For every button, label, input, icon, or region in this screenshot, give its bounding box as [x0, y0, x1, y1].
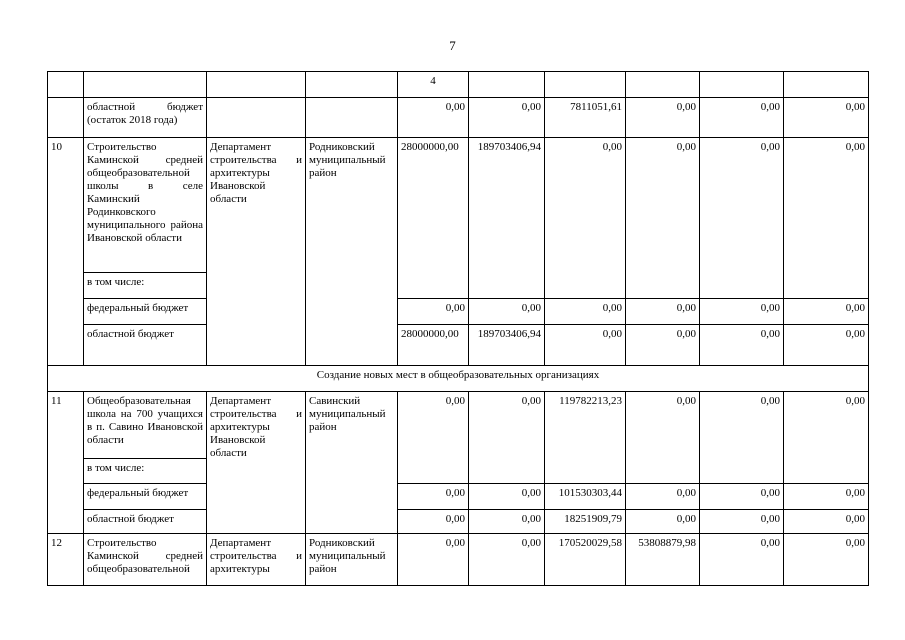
- cell-empty: [207, 98, 306, 138]
- value-cell: 119782213,23: [545, 392, 626, 484]
- budget-label: областной бюджет (остаток 2018 года): [84, 98, 207, 138]
- project-name: Строительство Каминской средней общеобразовательной: [84, 534, 207, 586]
- project-name: Общеобразовательная школа на 700 учащихся в п. Савино Ивановской области: [84, 392, 207, 459]
- value-cell: 0,00: [700, 392, 784, 484]
- cell-empty: [784, 72, 869, 98]
- value-cell: 28000000,00: [398, 138, 469, 299]
- budget-label: федеральный бюджет: [84, 299, 207, 325]
- value-cell: 0,00: [398, 299, 469, 325]
- cell-empty: [306, 72, 398, 98]
- table-row: [48, 72, 869, 98]
- table-row: [48, 484, 869, 510]
- department: Департамент строительства и архитектуры: [207, 534, 306, 586]
- budget-label: областной бюджет: [84, 510, 207, 534]
- department: Департамент строительства и архитектуры Ивановской области: [207, 392, 306, 534]
- value-cell: 0,00: [700, 510, 784, 534]
- value-cell: 0,00: [700, 138, 784, 299]
- value-cell: 0,00: [784, 138, 869, 299]
- cell-empty: [48, 98, 84, 138]
- value-cell: 28000000,00: [398, 325, 469, 366]
- table-row: [48, 325, 869, 366]
- value-cell: 0,00: [469, 98, 545, 138]
- table-row: [48, 510, 869, 534]
- value-cell: 53808879,98: [626, 534, 700, 586]
- section-title: Создание новых мест в общеобразовательных организациях: [48, 366, 869, 392]
- value-cell: 0,00: [700, 534, 784, 586]
- value-cell: 0,00: [398, 392, 469, 484]
- value-cell: 0,00: [784, 510, 869, 534]
- value-cell: 0,00: [784, 325, 869, 366]
- project-name: Строительство Каминской средней общеобразовательной школы в селе Каминский Родинковского муниципального района Ивановской области: [84, 138, 207, 273]
- cell-empty: [700, 72, 784, 98]
- budget-label: федеральный бюджет: [84, 484, 207, 510]
- cell-empty: [84, 72, 207, 98]
- value-cell: 0,00: [398, 534, 469, 586]
- cell-empty: [545, 72, 626, 98]
- row-number: 10: [48, 138, 84, 366]
- cell-empty: [469, 72, 545, 98]
- value-cell: 0,00: [626, 325, 700, 366]
- value-cell: 0,00: [626, 392, 700, 484]
- value-cell: 0,00: [700, 98, 784, 138]
- row-number: 11: [48, 392, 84, 534]
- table-row: [48, 366, 869, 392]
- value-cell: 0,00: [784, 534, 869, 586]
- value-cell: 0,00: [784, 484, 869, 510]
- value-cell: 0,00: [784, 392, 869, 484]
- cell-empty: [207, 72, 306, 98]
- value-cell: 0,00: [545, 299, 626, 325]
- value-cell: 0,00: [784, 299, 869, 325]
- page-number: 7: [449, 38, 456, 53]
- value-cell: 189703406,94: [469, 138, 545, 299]
- district: Родниковский муниципальный район: [306, 534, 398, 586]
- column-number-cell: 4: [398, 72, 469, 98]
- value-cell: 0,00: [784, 98, 869, 138]
- value-cell: 0,00: [626, 484, 700, 510]
- value-cell: 0,00: [469, 510, 545, 534]
- value-cell: 0,00: [398, 484, 469, 510]
- table-row: [48, 138, 869, 273]
- value-cell: 0,00: [700, 299, 784, 325]
- value-cell: 0,00: [469, 534, 545, 586]
- budget-label: областной бюджет: [84, 325, 207, 366]
- table-row: [48, 392, 869, 459]
- value-cell: 0,00: [545, 325, 626, 366]
- value-cell: 0,00: [398, 98, 469, 138]
- value-cell: 0,00: [626, 299, 700, 325]
- value-cell: 0,00: [545, 138, 626, 299]
- value-cell: 0,00: [469, 392, 545, 484]
- including-label: в том числе:: [84, 273, 207, 299]
- cell-empty: [626, 72, 700, 98]
- including-label: в том числе:: [84, 459, 207, 484]
- cell-empty: [306, 98, 398, 138]
- value-cell: 0,00: [700, 484, 784, 510]
- value-cell: 18251909,79: [545, 510, 626, 534]
- value-cell: 170520029,58: [545, 534, 626, 586]
- budget-table: [47, 71, 869, 586]
- value-cell: 0,00: [398, 510, 469, 534]
- value-cell: 0,00: [469, 299, 545, 325]
- department: Департамент строительства и архитектуры Ивановской области: [207, 138, 306, 366]
- table-row: [48, 534, 869, 586]
- table-row: [48, 299, 869, 325]
- cell-empty: [48, 72, 84, 98]
- value-cell: 0,00: [626, 138, 700, 299]
- value-cell: 7811051,61: [545, 98, 626, 138]
- table-row: [48, 98, 869, 138]
- value-cell: 0,00: [700, 325, 784, 366]
- value-cell: 0,00: [626, 510, 700, 534]
- value-cell: 101530303,44: [545, 484, 626, 510]
- value-cell: 0,00: [469, 484, 545, 510]
- value-cell: 0,00: [626, 98, 700, 138]
- row-number: 12: [48, 534, 84, 586]
- value-cell: 189703406,94: [469, 325, 545, 366]
- district: Савинский муниципальный район: [306, 392, 398, 534]
- district: Родниковский муниципальный район: [306, 138, 398, 366]
